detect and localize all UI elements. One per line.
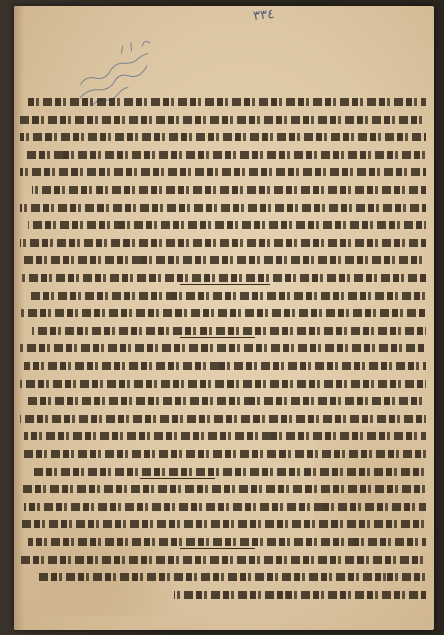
handwritten-script	[32, 182, 426, 198]
manuscript-page	[14, 6, 434, 630]
handwritten-script	[20, 516, 426, 532]
handwritten-script	[20, 129, 426, 145]
line-underline	[180, 284, 270, 285]
handwritten-script	[174, 587, 426, 603]
manuscript-line	[20, 358, 426, 374]
handwritten-script	[28, 288, 426, 304]
handwritten-script	[20, 164, 426, 180]
handwritten-script	[32, 464, 426, 480]
manuscript-line	[20, 340, 426, 356]
manuscript-line	[20, 200, 426, 216]
handwritten-script	[20, 552, 426, 568]
line-underline	[180, 548, 255, 549]
manuscript-line	[20, 552, 426, 568]
manuscript-line	[20, 411, 426, 427]
manuscript-line	[20, 235, 426, 251]
handwritten-script	[20, 235, 426, 251]
manuscript-line	[20, 446, 426, 462]
manuscript-line	[20, 182, 426, 198]
manuscript-line	[20, 481, 426, 497]
handwritten-script	[20, 481, 426, 497]
manuscript-line	[20, 587, 426, 603]
manuscript-line	[20, 464, 426, 480]
handwritten-script	[24, 147, 426, 163]
handwritten-script	[20, 411, 426, 427]
manuscript-line	[20, 129, 426, 145]
manuscript-line	[20, 217, 426, 233]
manuscript-line	[20, 499, 426, 515]
manuscript-line	[20, 393, 426, 409]
handwritten-script	[24, 428, 426, 444]
handwritten-script	[20, 376, 426, 392]
handwritten-script	[28, 217, 426, 233]
manuscript-line	[20, 516, 426, 532]
folio-number: ٣٣٤	[252, 6, 275, 25]
handwritten-script	[28, 94, 426, 110]
handwritten-script	[24, 358, 426, 374]
manuscript-line	[20, 147, 426, 163]
handwritten-script	[20, 112, 426, 128]
handwritten-script	[24, 252, 426, 268]
manuscript-line	[20, 428, 426, 444]
handwritten-script	[20, 305, 426, 321]
manuscript-line	[20, 94, 426, 110]
manuscript-line	[20, 569, 426, 585]
handwritten-script	[20, 200, 426, 216]
line-underline	[140, 478, 215, 479]
manuscript-text-block	[20, 94, 426, 614]
handwritten-script	[36, 569, 426, 585]
manuscript-line	[20, 252, 426, 268]
manuscript-line	[20, 288, 426, 304]
manuscript-line	[20, 164, 426, 180]
handwritten-script	[20, 340, 426, 356]
manuscript-line	[20, 305, 426, 321]
manuscript-line	[20, 376, 426, 392]
manuscript-line	[20, 112, 426, 128]
handwritten-script	[24, 499, 426, 515]
line-underline	[180, 337, 255, 338]
handwritten-script	[28, 393, 426, 409]
handwritten-script	[20, 446, 426, 462]
